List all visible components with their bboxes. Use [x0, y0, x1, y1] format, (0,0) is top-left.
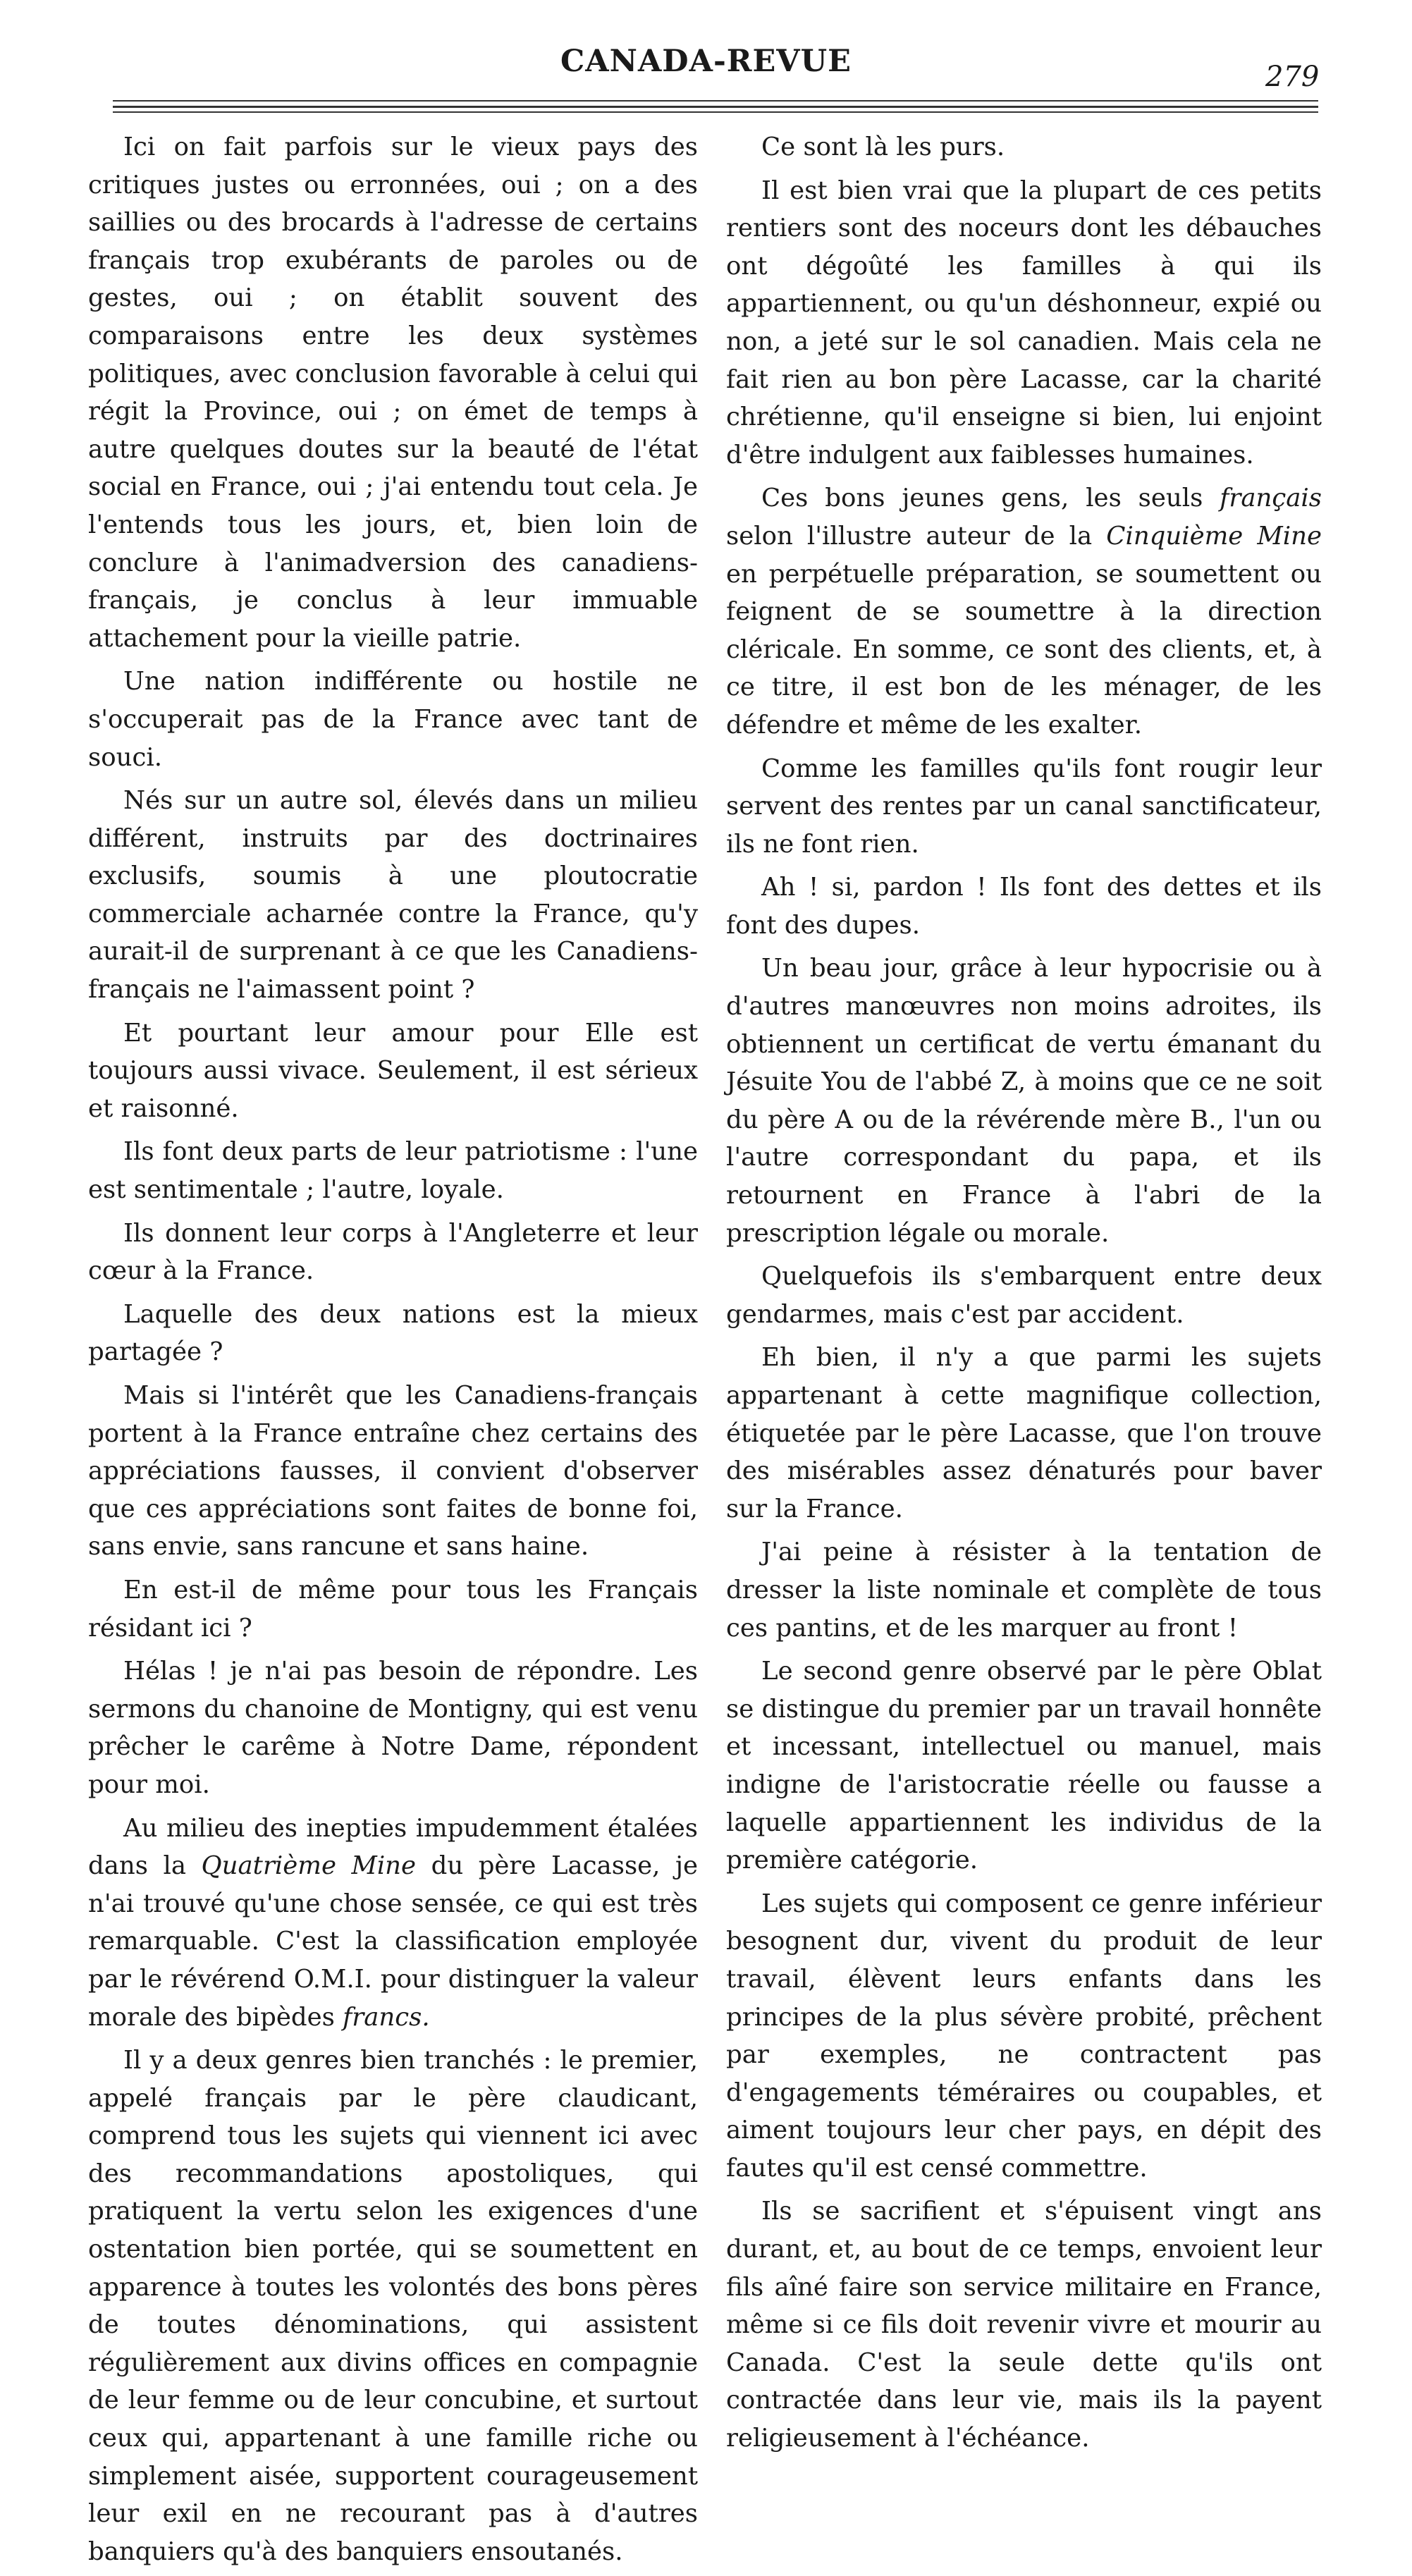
paragraph: J'ai peine à résister à la tentation de dresser la liste nominale et complète de tous ces pantins, et de les marquer au front !	[726, 1538, 1322, 1643]
text-run: Ces bons jeunes gens, les seuls	[761, 484, 1220, 513]
paragraph: Un beau jour, grâce à leur hypocrisie ou à d'autres manœuvres non moins adroites, ils obtiennent un certificat de vertu émanant du Jésuite You de l'abbé Z, à moins que ce ne soit du père A ou de la révérende mère B., l'un ou l'autre correspondant du papa, et ils retournent en France à l'abri de la prescription légale ou morale.	[726, 954, 1322, 1248]
text-run: Au milieu des inepties impudemment étalées dans la	[88, 1813, 698, 1881]
paragraph: Il y a deux genres bien tranchés : le premier, appelé français par le père claudicant, comprend tous les sujets qui viennent ici avec des recommandations apostoliques, qui pratiquent la vertu selon les exigences d'une ostentation bien portée, qui se soumettent en apparence à toutes les volontés des bons pères de toutes dénominations, qui assistent régulièrement aux divins offices en compagnie de leur femme ou de leur concubine, et surtout ceux qui, appartenant à une famille riche ou simplement aisée, supportent courageusement leur exil en ne recourant pas à d'autres banquiers qu'à des banquiers ensoutanés.	[88, 2046, 698, 2566]
paragraph: Les sujets qui composent ce genre inférieur besognent dur, vivent du produit de leur travail, élèvent leurs enfants dans les principes de la plus sévère probité, prêchent par exemples, ne contractent pas d'engagements téméraires ou coupables, et aiment toujours leur cher pays, en dépit des fautes qu'il est censé commettre.	[726, 1889, 1322, 2183]
page-number: 279	[1265, 61, 1320, 93]
paragraph: Quelquefois ils s'embarquent entre deux gendarmes, mais c'est par accident.	[726, 1262, 1322, 1329]
italic-title: Cinquième Mine	[1106, 521, 1322, 551]
paragraph: Le second genre observé par le père Oblat se distingue du premier par un travail honnête et incessant, intellectuel ou manuel, mais indigne de l'aristocratie réelle ou fausse a laquelle appartiennent les individus de la première catégorie.	[726, 1657, 1322, 1875]
paragraph: Une nation indifférente ou hostile ne s'occuperait pas de la France avec tant de souci.	[88, 667, 698, 772]
paragraph: Hélas ! je n'ai pas besoin de répondre. Les sermons du chanoine de Montigny, qui est venu prêcher le carême à Notre Dame, répondent pour moi.	[88, 1657, 698, 1799]
text-run: selon l'illustre auteur de la	[726, 521, 1107, 551]
paragraph: Il est bien vrai que la plupart de ces petits rentiers sont des noceurs dont les débauches ont dégoûté les familles à qui ils appartiennent, ou qu'un déshonneur, expié ou non, a jeté sur le sol canadien. Mais cela ne fait rien au bon père Lacasse, car la charité chrétienne, qu'il enseigne si bien, lui enjoint d'être indulgent aux faiblesses humaines.	[726, 176, 1322, 470]
paragraph: En est-il de même pour tous les Français résidant ici ?	[88, 1575, 698, 1643]
paragraph: Ici on fait parfois sur le vieux pays des critiques justes ou erronnées, oui ; on a des saillies ou des brocards à l'adresse de certains français trop exubérants de paroles ou de gestes, oui ; on établit souvent des comparaisons entre les deux systèmes politiques, avec conclusion favorable à celui qui régit la Province, oui ; on émet de temps à autre quelques doutes sur la beauté de l'état social en France, oui ; j'ai entendu tout cela. Je l'entends tous les jours, et, bien loin de conclure à l'animadversion des canadiens-français, je conclus à leur immuable attachement pour la vieille patrie.	[88, 133, 698, 653]
paragraph: Et pourtant leur amour pour Elle est toujours aussi vivace. Seulement, il est sérieux et raisonné.	[88, 1018, 698, 1123]
paragraph: Ils font deux parts de leur patriotisme : l'une est sentimentale ; l'autre, loyale.	[88, 1137, 698, 1205]
text-run: du père Lacasse, je n'ai trouvé qu'une chose sensée, ce qui est très remarquable. C'est la classification employée par le révérend O.M.I. pour distinguer la valeur morale des bipèdes	[88, 1851, 698, 2032]
paragraph: Laquelle des deux nations est la mieux partagée ?	[88, 1299, 698, 1367]
paragraph	[726, 479, 1322, 744]
header-rule	[113, 111, 1318, 113]
text-run: en perpétuelle préparation, se soumettent ou feignent de se soumettre à la direction cléricale. En somme, ce sont des clients, et, à ce titre, il est bon de les ménager, de les défendre et même de les exalter.	[726, 559, 1322, 740]
paragraph: Mais si l'intérêt que les Canadiens-français portent à la France entraîne chez certains des appréciations fausses, il convient d'observer que ces appréciations sont faites de bonne foi, sans envie, sans rancune et sans haine.	[88, 1381, 698, 1562]
paragraph: Ce sont là les purs.	[761, 133, 1005, 161]
left-column	[88, 128, 698, 2576]
header-rule	[113, 106, 1318, 108]
paragraph: Eh bien, il n'y a que parmi les sujets appartenant à cette magnifique collection, étiquetée par le père Lacasse, que l'on trouve des misérables assez dénaturés pour baver sur la France.	[726, 1343, 1322, 1523]
page-header-title: CANADA-REVUE	[560, 44, 852, 79]
header-rule	[113, 100, 1318, 102]
paragraph: Nés sur un autre sol, élevés dans un milieu différent, instruits par des doctrinaires exclusifs, soumis à une ploutocratie commerciale acharnée contre la France, qu'y aurait-il de surprenant à ce que les Canadiens-français ne l'aimassent point ?	[88, 786, 698, 1005]
paragraph: Ah ! si, pardon ! Ils font des dettes et ils font des dupes.	[726, 873, 1322, 940]
italic-title: Quatrième Mine	[201, 1851, 417, 1881]
paragraph: Comme les familles qu'ils font rougir leur servent des rentes par un canal sanctificateur, ils ne font rien.	[726, 754, 1322, 859]
paragraph: Ils se sacrifient et s'épuisent vingt ans durant, et, au bout de ce temps, envoient leur fils aîné faire son service militaire en France, même si ce fils doit revenir vivre et mourir au Canada. C'est la seule dette qu'ils ont contractée dans leur vie, mais ils la payent religieusement à l'échéance.	[726, 2197, 1322, 2453]
paragraph: Ils donnent leur corps à l'Angleterre et leur cœur à la France.	[88, 1218, 698, 1286]
paragraph	[88, 1810, 698, 2037]
right-column	[726, 128, 1322, 2463]
italic-word: français	[1220, 484, 1322, 513]
italic-word: francs.	[343, 2002, 430, 2032]
